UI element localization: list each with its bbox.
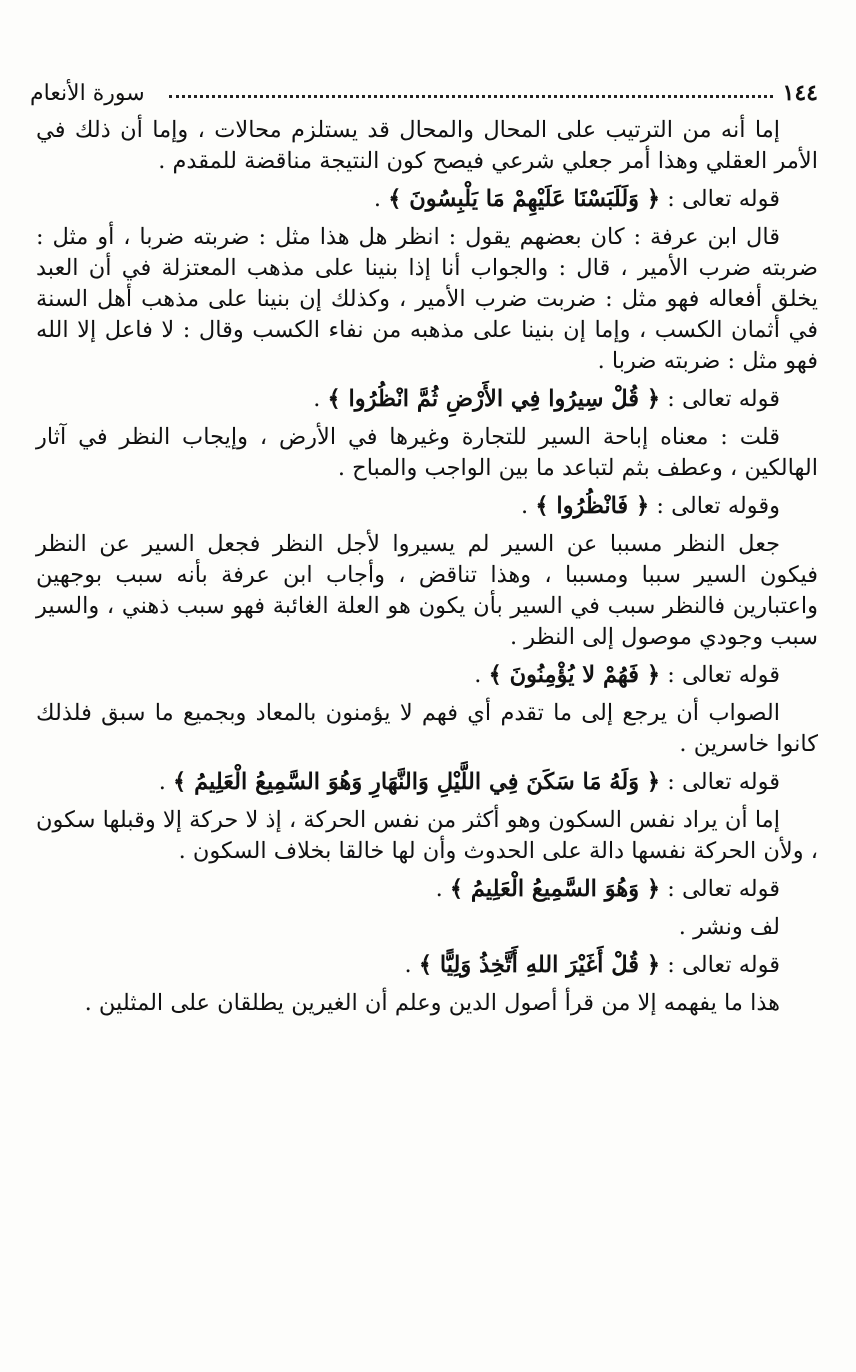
paragraph-2: قال ابن عرفة : كان بعضهم يقول : انظر هل هذا مثل : ضربته ضربا ، أو مثل : ضربته ضرب الأمير ، قال : والجواب أنا إذا بنينا على مذهب المعتزلة في أن العبد يخلق أفعاله فهو مثل : ضربت ضرب الأمير ، وكذلك إن بنينا على مذهب أهل السنة في أثمان الكسب ، وإما إن بنينا على مذهبه من نفاء الكسب وقال : لا فاعل إلا الله فهو مثل : ضربته ضربا . [36,224,818,374]
paragraph-6: إما أن يراد نفس السكون وهو أكثر من نفس الحركة ، إذ لا حركة إلا وقبلها سكون ، ولأن الحركة نفسها دالة على الحدوث وأن لها خالقا بخلاف السكون . [36,807,818,864]
page-header [30,66,818,106]
verse-end: . [474,662,489,688]
verse-line-1 [36,184,818,215]
paragraph-8: هذا ما يفهمه إلا من قرأ أصول الدين وعلم أن الغيرين يطلقان على المثلين . [84,990,780,1016]
verse-end: . [373,186,389,212]
verse-intro: وقوله تعالى : [649,493,780,519]
verse-intro: قوله تعالى : [660,876,780,902]
verse-line-6 [36,874,818,905]
verse-end: . [404,952,419,978]
verse-line-4 [36,660,818,691]
quran-quote: ﴿ فَهُمْ لا يُؤْمِنُونَ ﴾ [488,662,661,688]
verse-line-3 [36,491,818,522]
verse-intro: قوله تعالى : [660,662,780,688]
verse-line-7 [36,950,818,981]
verse-intro: قوله تعالى : [660,386,780,412]
quran-quote: ﴿ فَانْظُرُوا ﴾ [535,493,650,519]
paragraph-5: الصواب أن يرجع إلى ما تقدم أي فهم لا يؤمنون بالمعاد وبجميع ما سبق فلذلك كانوا خاسرين . [36,700,818,757]
verse-end: . [313,386,328,412]
quran-quote: ﴿ وَلَهُ مَا سَكَنَ فِي اللَّيْلِ وَالنَّهَارِ وَهُوَ السَّمِيعُ الْعَلِيمُ ﴾ [173,769,661,795]
verse-end: . [158,769,174,795]
paragraph-3: قلت : معناه إباحة السير للتجارة وغيرها في الأرض ، وإيجاب النظر في آثار الهالكين ، وعطف بثم لتباعد ما بين الواجب والمباح . [36,424,818,481]
quran-quote: ﴿ قُلْ سِيرُوا فِي الأَرْضِ ثُمَّ انْظُرُوا ﴾ [327,386,661,412]
verse-line-2 [36,384,818,415]
page-body [36,115,818,1026]
verse-intro: قوله تعالى : [660,186,780,212]
verse-end: . [435,876,450,902]
dotted-leader [169,94,773,98]
quran-quote: ﴿ وَهُوَ السَّمِيعُ الْعَلِيمُ ﴾ [449,876,661,902]
verse-line-5 [36,767,818,798]
paragraph-7: لف ونشر . [678,914,780,940]
verse-end: . [521,493,536,519]
quran-quote: ﴿ وَلَلَبَسْنَا عَلَيْهِمْ مَا يَلْبِسُونَ ﴾ [388,186,661,212]
paragraph-4: جعل النظر مسببا عن السير لم يسيروا لأجل النظر فجعل السير عن النظر فيكون السير سببا ومسببا ، وهذا تناقض ، وأجاب ابن عرفة بأنه سبب بوجهين واعتبارين فالنظر سبب في السير بأن يكون هو العلة الغائبة فهو سبب ذهني ، والسير سبب وجودي موصول إلى النظر . [36,531,818,650]
quran-quote: ﴿ قُلْ أَغَيْرَ اللهِ أَتَّخِذُ وَلِيًّا ﴾ [418,952,661,978]
paragraph-1: إما أنه من الترتيب على المحال والمحال قد يستلزم محالات ، وإما أن ذلك في الأمر العقلي وهذا أمر جعلي شرعي فيصح كون النتيجة مناقضة للمقدم . [36,117,818,174]
running-title: سورة الأنعام [30,81,145,106]
verse-intro: قوله تعالى : [660,769,780,795]
page-number: ١٤٤ [782,80,818,106]
verse-intro: قوله تعالى : [660,952,780,978]
